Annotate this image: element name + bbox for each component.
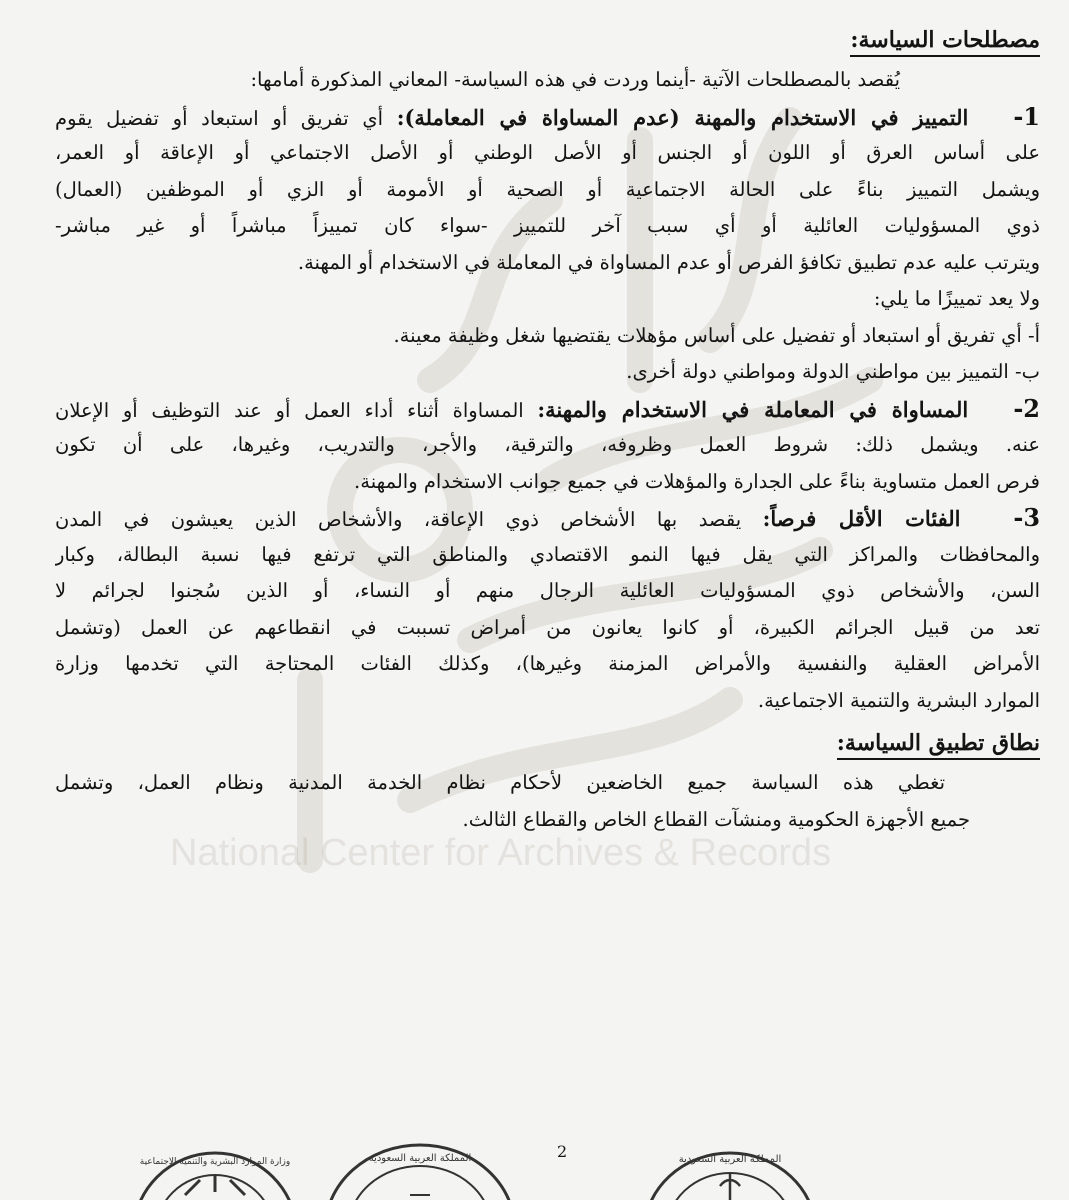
item2-number: 2- [1013,393,1040,423]
middle-seal-text: المملكة العربية السعودية [368,1153,472,1164]
scope-line1: تغطي هذه السياسة جميع الخاضعين لأحكام نظام الخدمة المدنية ونظام العمل، وتشمل [55,771,945,794]
item2-line3: فرص العمل متساوية بناءً على الجدارة والمؤهلات في جميع جوانب الاستخدام والمهنة. [354,469,1040,493]
item1-line3: ويشمل التمييز بناءً على الحالة الاجتماعية أو الصحية أو الأمومة أو الزي أو الموظفين (العمال) [55,177,1040,201]
document-body [55,20,1040,838]
item3-line6: الموارد البشرية والتنمية الاجتماعية. [757,688,1040,712]
item1-line2: على أساس العرق أو اللون أو الجنس أو الأصل الوطني أو الأصل الاجتماعي أو الإعاقة أو العمر، [55,141,1040,164]
item2-text: المساواة أثناء أداء العمل أو عند التوظيف أو الإعلان [55,398,524,422]
item3-line5: الأمراض العقلية والنفسية والأمراض المزمنة وغيرها)، وكذلك الفئات المحتاجة التي تخدمها وزارة [55,652,1040,675]
item3-number: 3- [1013,503,1040,532]
ministry-seal-left [130,1140,300,1200]
definitions-title-row [55,20,1040,62]
kingdom-seal-middle [320,1135,520,1200]
item1-line4: ذوي المسؤوليات العائلية أو أي سبب آخر للتمييز -سواء كان تمييزاً مباشراً أو غير مباشر- [55,214,1040,237]
item1-first-line [55,99,1040,136]
kingdom-seal-right [640,1138,820,1200]
item3-text: يقصد بها الأشخاص ذوي الإعاقة، والأشخاص الذين يعيشون في المدن [55,508,742,531]
item1-line5: ويترتب عليه عدم تطبيق تكافؤ الفرص أو عدم المساواة في المعاملة في الاستخدام أو المهنة. [297,250,1040,274]
item3-line2: والمحافظات والمراكز التي يقل فيها النمو الاقتصادي والمناطق التي ترتفع فيها نسبة البطالة، وكبار [55,542,1040,566]
scope-title-row [55,723,1040,765]
item1-exceptions-intro: ولا يعد تمييزًا ما يلي: [873,287,1040,310]
definitions-intro: يُقصد بالمصطلحات الآتية -أينما وردت في هذه السياسة- المعاني المذكورة أمامها: [250,68,900,91]
watermark-text: National Center for Archives & Records [170,832,832,874]
item1-number: 1- [1013,101,1040,131]
item1-exception-b: ب- التمييز بين مواطني الدولة ومواطني دولة أخرى. [626,360,1040,383]
item2-line2: عنه. ويشمل ذلك: شروط العمل وظروفه، والترقية، والأجر، والتدريب، وغيرها، على أن تكون [55,433,1040,456]
item3-line3: السن، والأشخاص ذوي المسؤوليات العائلية الرجال منهم أو النساء، أو الذين سُجنوا لجرائم لا [55,579,1040,602]
item3-heading: الفئات الأقل فرصاً: [762,506,961,531]
item1-exception-a: أ- أي تفريق أو استبعاد أو تفضيل على أساس مؤهلات يقتضيها شغل وظيفة معينة. [393,323,1040,347]
item2-first-line [55,391,1040,428]
left-seal-text: وزارة الموارد البشرية والتنمية الاجتماعية [139,1157,291,1167]
right-seal-text: المملكة العربية السعودية [678,1154,782,1165]
item2-heading: المساواة في المعاملة في الاستخدام والمهنة: [537,396,969,422]
item1-text: أي تفريق أو استبعاد أو تفضيل يقوم [55,106,384,130]
definitions-title: مصطلحات السياسة: [850,25,1040,57]
scope-title: نطاق تطبيق السياسة: [837,728,1040,760]
scope-line2: جميع الأجهزة الحكومية ومنشآت القطاع الخاص والقطاع الثالث. [462,807,970,831]
page-number: 2 [557,1142,568,1161]
item3-line4: تعد من قبيل الجرائم الكبيرة، أو كانوا يعانون من أمراض تسببت في انقطاعهم عن العمل (وتشمل [55,615,1040,639]
item1-heading: التمييز في الاستخدام والمهنة (عدم المساواة في المعاملة): [396,104,969,130]
item3-first-line [55,500,1040,537]
